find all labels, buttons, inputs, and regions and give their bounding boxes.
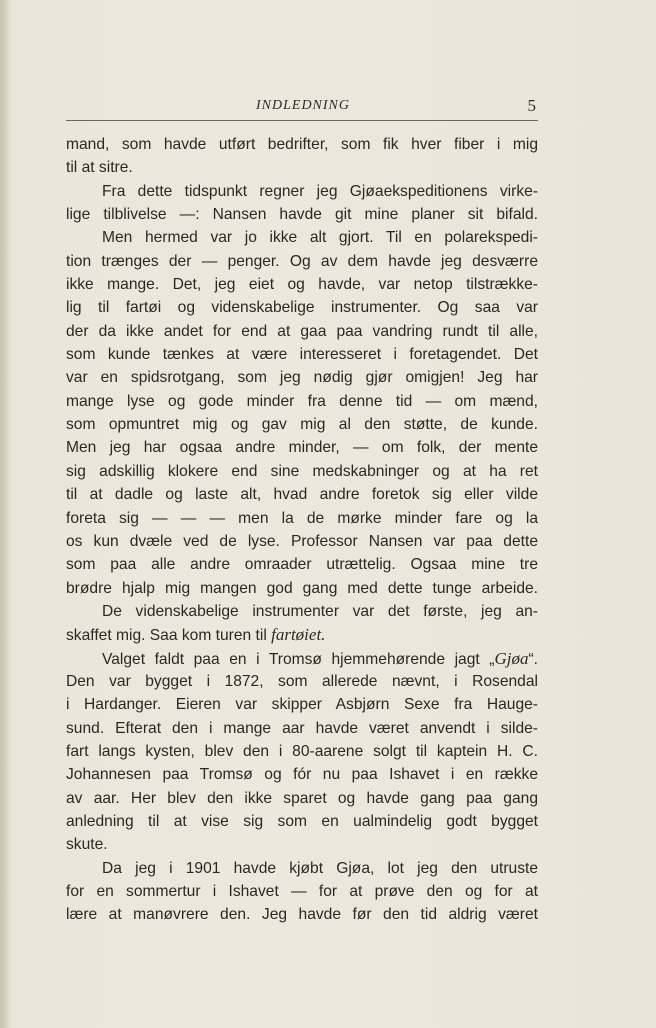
text-line: tion trænges der — penger. Og av dem havde jeg desværre — [66, 252, 538, 270]
text-line: lære at manøvrere den. Jeg havde før den tid aldrig været — [66, 906, 538, 924]
text-line — [66, 623, 538, 646]
text-line: lige tilblivelse —: Nansen havde git mine planer sit bifald. — [66, 206, 538, 224]
page-spine-shadow — [0, 0, 10, 1028]
text-line: brødre hjalp mig mangen god gang med dette tunge arbeide. — [66, 579, 538, 597]
italic-text: fartøiet. — [271, 625, 326, 645]
body-text — [66, 133, 538, 927]
page-number: 5 — [527, 96, 536, 115]
text-line: mange lyse og gode minder fra denne tid — om mænd, — [66, 392, 538, 410]
text-run: “. — [528, 650, 538, 668]
text-line: som kunde tænkes at være interesseret i foretagendet. Det — [66, 346, 538, 364]
text-line: foreta sig — — — men la de mørke minder fare og la — [66, 509, 538, 527]
text-line: var en spidsrotgang, som jeg nødig gjør omigjen! Jeg har — [66, 369, 538, 387]
text-line: sund. Efterat den i mange aar havde været anvendt i silde- — [66, 719, 538, 737]
text-line: anledning til at vise sig som en ualmindelig godt bygget — [66, 812, 538, 830]
text-line: Den var bygget i 1872, som allerede nævnt, i Rosendal — [66, 672, 538, 690]
text-line: Men jeg har ogsaa andre minder, — om folk, der mente — [66, 439, 538, 457]
text-line: ikke mange. Det, jeg eiet og havde, var netop tilstrække- — [66, 276, 538, 294]
text-line: lig til fartøi og videnskabelige instrumenter. Og saa var — [66, 299, 538, 317]
text-line: der da ikke andet for end at gaa paa vandring rundt til alle, — [66, 322, 538, 340]
italic-text: Gjøa — [494, 648, 529, 668]
running-header — [66, 96, 538, 121]
text-line: skute. — [66, 836, 108, 854]
text-line: Men hermed var jo ikke alt gjort. Til en polarekspedi- — [102, 229, 538, 247]
text-run: skaffet mig. Saa kom turen til — [66, 627, 272, 645]
text-line — [66, 647, 538, 670]
text-line: i Hardanger. Eieren var skipper Asbjørn Sexe fra Hauge- — [66, 696, 538, 714]
text-run: Valget faldt paa en i Tromsø hjemmehørende jagt „ — [102, 650, 495, 668]
text-line: som paa alle andre omraader utrættelig. Ogsaa mine tre — [66, 556, 538, 574]
running-title: INDLEDNING — [256, 98, 351, 113]
text-line: for en sommertur i Ishavet — for at prøve den og for at — [66, 883, 538, 900]
text-line: til at sitre. — [66, 159, 133, 177]
text-line: Fra dette tidspunkt regner jeg Gjøaekspeditionens virke- — [102, 182, 538, 200]
text-line: Da jeg i 1901 havde kjøbt Gjøa, lot jeg den utruste — [102, 859, 538, 877]
text-line: Johannesen paa Tromsø og fór nu paa Ishavet i en række — [66, 766, 538, 784]
text-line: som opmuntret mig og gav mig al den støtte, de kunde. — [66, 416, 538, 434]
text-line: sig adskillig klokere end sine medskabninger og at ha ret — [66, 462, 538, 480]
text-line: fart langs kysten, blev den i 80-aarene solgt til kaptein H. C. — [66, 742, 538, 760]
text-line: av aar. Her blev den ikke sparet og havde gang paa gang — [66, 789, 538, 807]
text-line: til at dadle og laste alt, hvad andre foretok sig eller vilde — [66, 486, 538, 504]
text-line: os kun dvæle ved de lyse. Professor Nansen var paa dette — [66, 532, 538, 550]
text-line: De videnskabelige instrumenter var det første, jeg an- — [102, 602, 538, 620]
text-line: mand, som havde utført bedrifter, som fik hver fiber i mig — [66, 136, 538, 153]
